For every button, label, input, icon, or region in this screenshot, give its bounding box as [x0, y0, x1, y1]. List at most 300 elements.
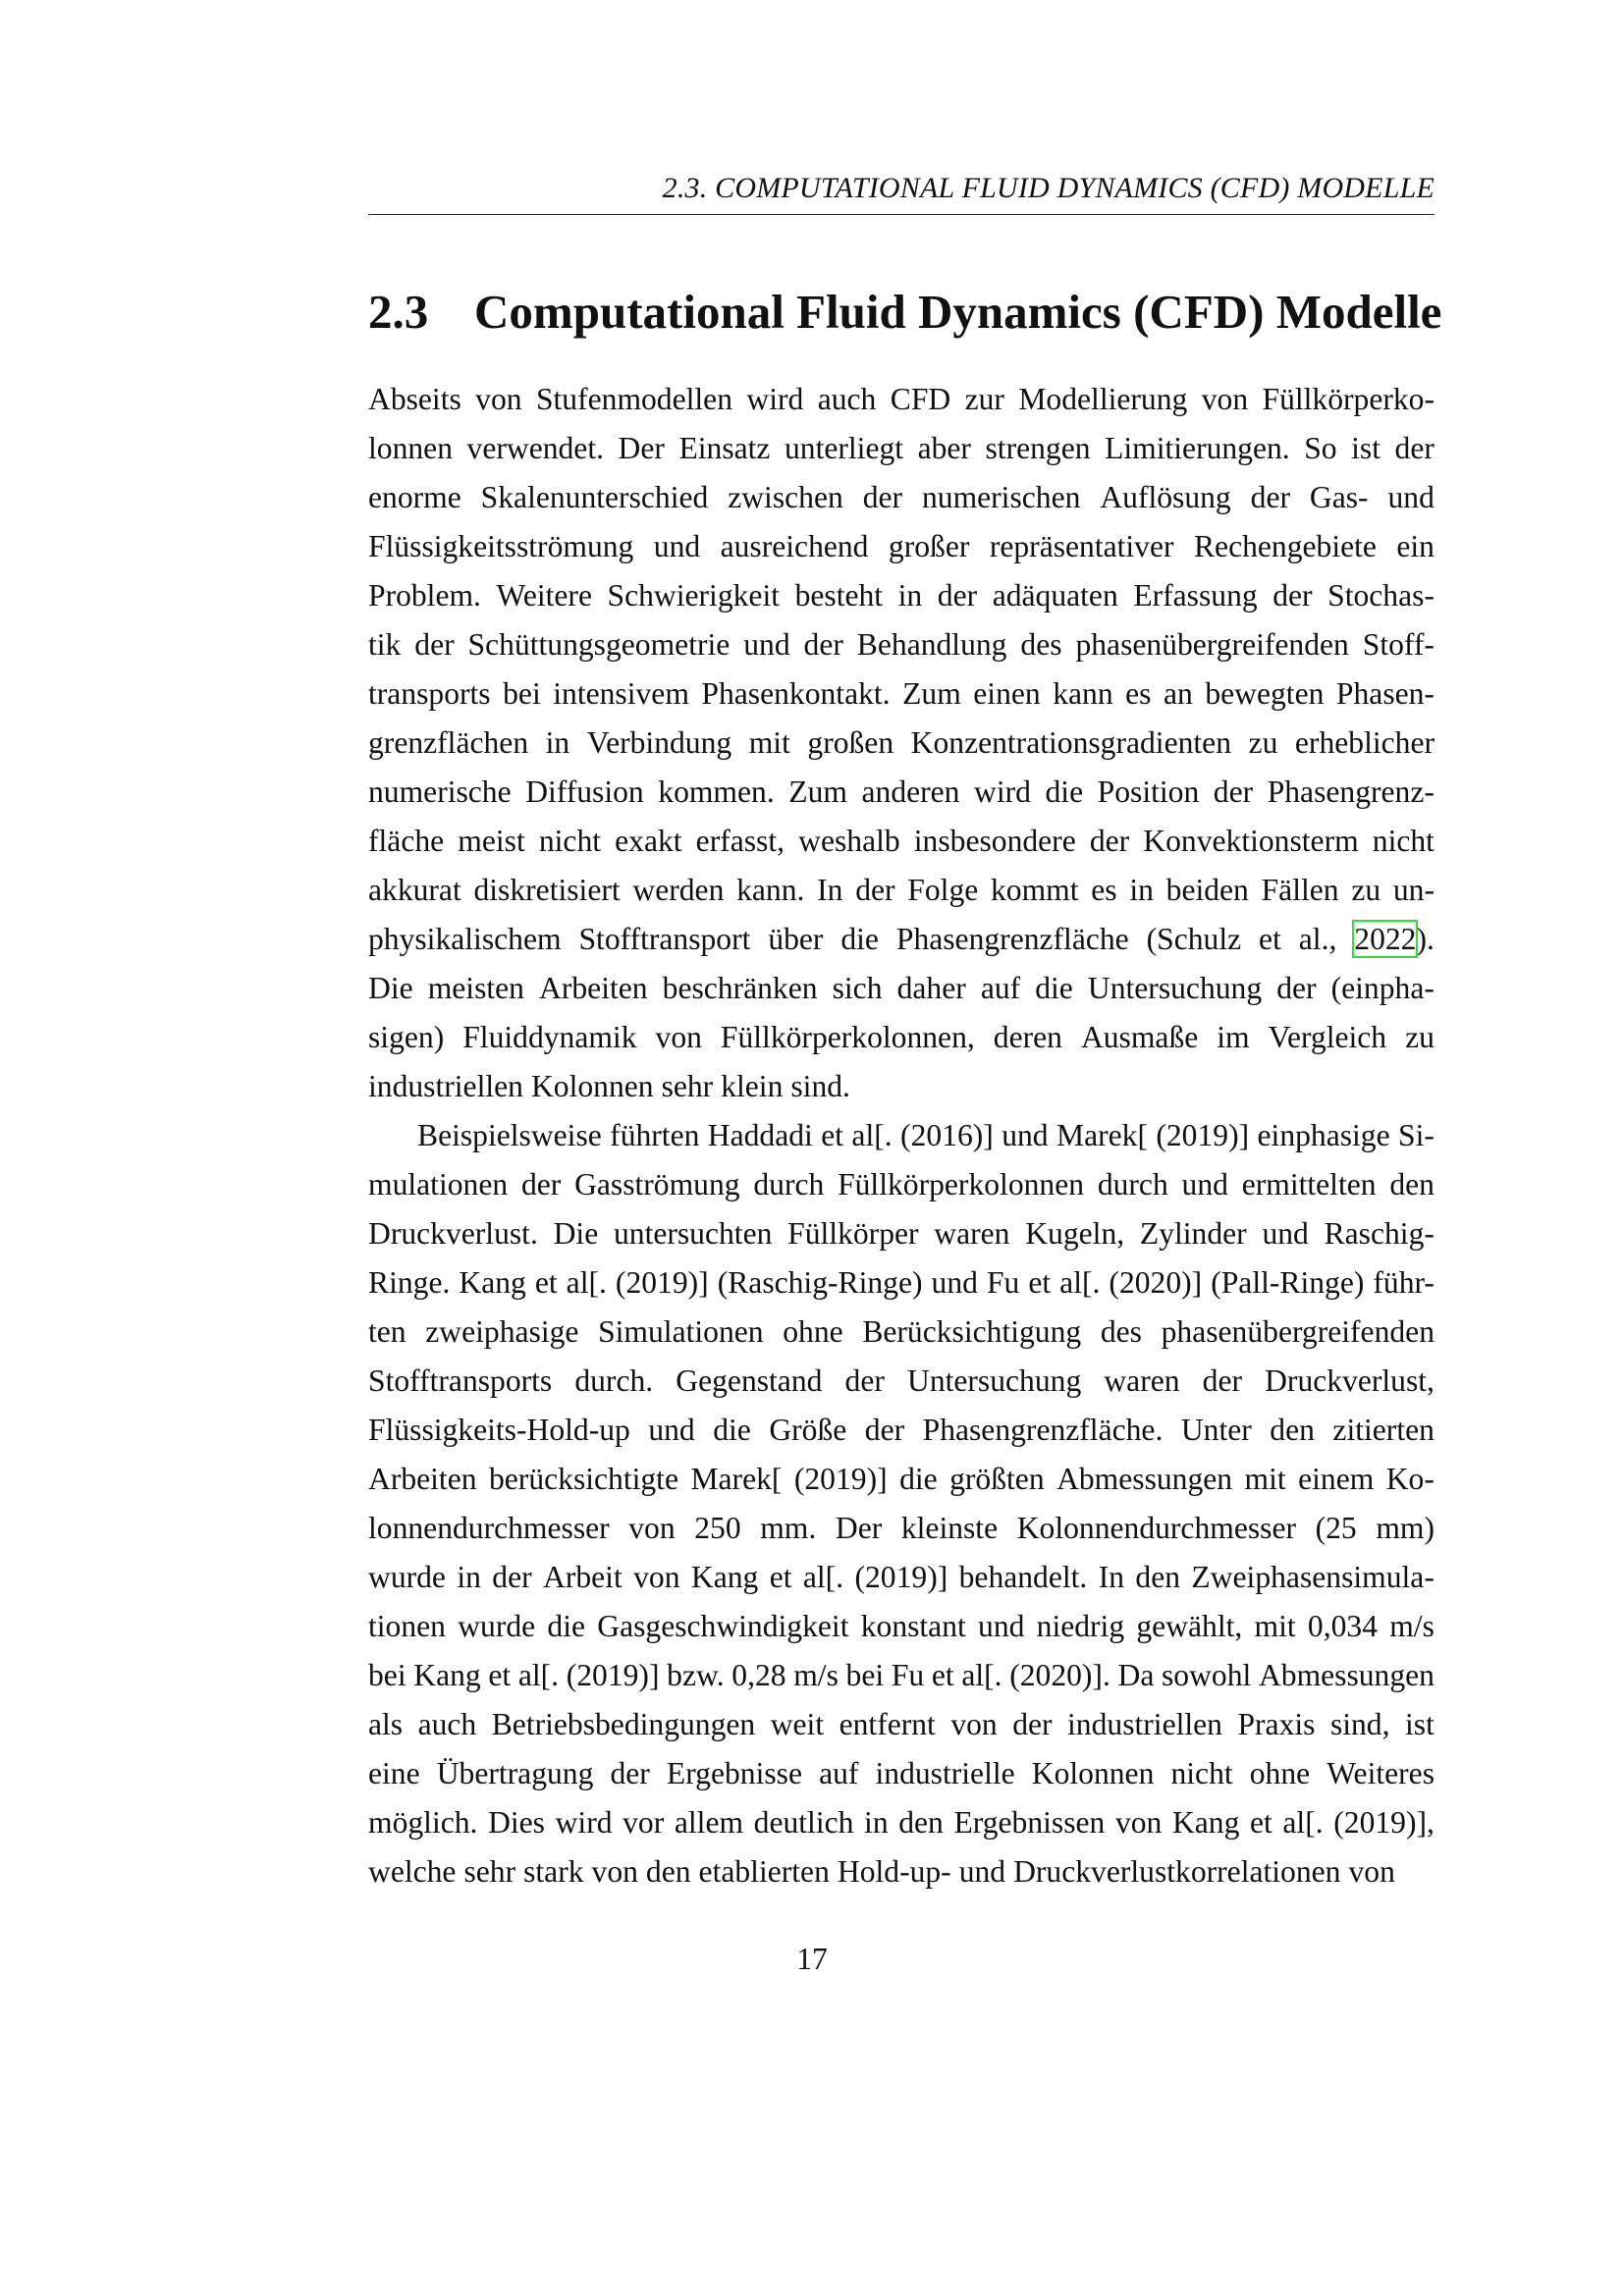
- word: Beispielsweise: [417, 1118, 602, 1152]
- word: 0,034: [1307, 1609, 1378, 1643]
- word: 0,28: [731, 1658, 786, 1692]
- word: bewegten: [1205, 676, 1325, 711]
- word: größten: [949, 1462, 1045, 1496]
- word: Phasengrenzfläche.: [922, 1413, 1164, 1447]
- word: und: [1262, 1216, 1309, 1251]
- word: Kolonnendurchmesser: [1016, 1511, 1296, 1545]
- word: Verbindung: [586, 725, 732, 760]
- word: der: [1089, 824, 1130, 858]
- text-line: [368, 1847, 1435, 1896]
- word: werden: [632, 873, 725, 907]
- word: unterliegt: [784, 431, 904, 465]
- word: Phasengrenzfläche: [895, 922, 1129, 956]
- word: Arbeiten: [539, 971, 648, 1005]
- word: Weitere: [496, 578, 592, 613]
- word: von: [1114, 1805, 1163, 1840]
- word: ist: [1405, 1707, 1435, 1741]
- word: Simulationen: [598, 1314, 764, 1349]
- word: kann.: [736, 873, 805, 907]
- text-line: [368, 1602, 1435, 1651]
- word: die: [840, 922, 879, 956]
- word: Arbeit: [543, 1560, 623, 1594]
- word: phasenübergreifenden: [1075, 627, 1349, 662]
- word: Unter: [1180, 1413, 1252, 1447]
- word: Ko-: [1385, 1462, 1435, 1496]
- word: zitierten: [1332, 1413, 1435, 1447]
- word: bei: [503, 676, 541, 711]
- word: der: [937, 578, 978, 613]
- text-line: [368, 1749, 1435, 1798]
- word: numerische: [368, 774, 512, 809]
- word: kommt: [991, 873, 1079, 907]
- word: Der: [618, 431, 665, 465]
- word: al[.: [566, 1265, 607, 1300]
- word: auch: [817, 382, 877, 416]
- word: des: [1020, 627, 1062, 662]
- word: wurde: [458, 1609, 536, 1643]
- word: Kang: [413, 1658, 481, 1692]
- word: allem: [674, 1805, 744, 1840]
- word: Stochas-: [1327, 578, 1435, 613]
- text-line: [368, 424, 1435, 473]
- word: sich: [832, 971, 883, 1005]
- paragraph: [368, 1111, 1435, 1896]
- word: kleinste: [900, 1511, 999, 1545]
- word: Füllkörperkolonnen: [838, 1167, 1085, 1201]
- word: beiden: [1165, 873, 1249, 907]
- word: der: [1276, 971, 1317, 1005]
- word: an: [1164, 676, 1193, 711]
- text-line: [368, 1700, 1435, 1749]
- word: Füllkörper: [787, 1216, 919, 1251]
- word: Untersuchung: [907, 1363, 1082, 1398]
- word: bei: [845, 1658, 885, 1692]
- word: in: [864, 1805, 889, 1840]
- word: ermittelten: [1241, 1167, 1377, 1201]
- word: Kolonnen: [530, 1069, 654, 1103]
- word: in: [1129, 873, 1154, 907]
- word: et: [1259, 922, 1281, 956]
- word: Haddadi: [707, 1118, 813, 1152]
- word: von: [1201, 382, 1249, 416]
- word: strengen: [985, 431, 1091, 465]
- word: in: [457, 1560, 481, 1594]
- word: Gas-: [1309, 480, 1369, 514]
- word: m/s: [1389, 1609, 1435, 1643]
- word: Ergebnisse: [666, 1756, 802, 1790]
- word: von: [633, 1560, 680, 1594]
- word: et: [769, 1560, 792, 1594]
- word: Praxis: [1237, 1707, 1316, 1741]
- word: stark: [523, 1854, 584, 1889]
- word: Diffusion: [525, 774, 644, 809]
- word: und: [743, 627, 790, 662]
- word: Zylinder: [1139, 1216, 1247, 1251]
- text-line: [368, 1651, 1435, 1700]
- word: der: [1012, 1707, 1053, 1741]
- word: sehr: [463, 1854, 516, 1889]
- word: et: [1249, 1805, 1272, 1840]
- word: (einpha-: [1330, 971, 1435, 1005]
- word: nicht: [1170, 1756, 1233, 1790]
- word: Flüssigkeitsströmung: [368, 529, 634, 563]
- text-line: [368, 620, 1435, 669]
- word: Rechengebiete: [1193, 529, 1377, 563]
- word: Zum: [902, 676, 961, 711]
- word: m/s: [793, 1658, 839, 1692]
- word: großen: [807, 725, 894, 760]
- word: berücksichtigte: [488, 1462, 678, 1496]
- word: tik: [368, 627, 402, 662]
- word: den: [1389, 1167, 1435, 1201]
- word: Untersuchung: [1087, 971, 1263, 1005]
- word: deren: [993, 1020, 1062, 1054]
- word: der: [844, 1363, 885, 1398]
- word: der: [1250, 480, 1290, 514]
- word: (2019)]: [1156, 1118, 1250, 1152]
- word: et: [1028, 1265, 1052, 1300]
- word: Auflösung: [1100, 480, 1231, 514]
- word: führten: [610, 1118, 700, 1152]
- text-line: [368, 1209, 1435, 1258]
- text-line: [368, 817, 1435, 866]
- word: und: [958, 1854, 1006, 1889]
- text-line: [368, 866, 1435, 915]
- word: lonnendurchmesser: [368, 1511, 610, 1545]
- word: Abmessungen: [1056, 1462, 1233, 1496]
- word: von: [591, 1854, 638, 1889]
- page-number: 17: [796, 1942, 828, 1976]
- word: Die: [553, 1216, 599, 1251]
- body-text: [368, 375, 1435, 1896]
- word: von: [475, 382, 522, 416]
- word: (Schulz: [1146, 922, 1242, 956]
- word: es: [1091, 873, 1117, 907]
- word: es: [1125, 676, 1152, 711]
- word: den: [898, 1805, 944, 1840]
- word: Ausmaße: [1080, 1020, 1199, 1054]
- text-line: [368, 1455, 1435, 1504]
- word: Phasen-: [1335, 676, 1435, 711]
- word: die: [547, 1609, 586, 1643]
- text-line: [368, 571, 1435, 620]
- word: etablierten: [698, 1854, 830, 1889]
- word: Druckverlustkorrelationen: [1013, 1854, 1341, 1889]
- word: Si-: [1398, 1118, 1435, 1152]
- word: auch: [417, 1707, 477, 1741]
- word: vor: [623, 1805, 665, 1840]
- word: Arbeiten: [368, 1462, 477, 1496]
- citation-link[interactable]: 2022: [1354, 922, 1417, 956]
- word: bzw.: [667, 1658, 725, 1692]
- word: zu: [1248, 725, 1278, 760]
- word: mit: [1254, 1609, 1296, 1643]
- word: Zweiphasensimula-: [1191, 1560, 1435, 1594]
- word: waren: [1104, 1363, 1180, 1398]
- word: wird: [746, 382, 804, 416]
- text-line: [368, 1553, 1435, 1602]
- word: wird: [974, 774, 1031, 809]
- text-line: [368, 473, 1435, 522]
- word: sowohl: [1162, 1658, 1252, 1692]
- word: einen: [973, 676, 1041, 711]
- word: Stofftransports: [368, 1363, 553, 1398]
- word: Kolonnen: [1031, 1756, 1155, 1790]
- text-line: [368, 1160, 1435, 1209]
- word: mit: [748, 725, 790, 760]
- word: al[.: [851, 1118, 893, 1152]
- word: Behandlung: [856, 627, 1007, 662]
- word: Der: [835, 1511, 883, 1545]
- word: industrielle: [875, 1756, 1015, 1790]
- word: und: [1387, 480, 1435, 514]
- word: der: [864, 1413, 905, 1447]
- word: gewählt,: [1136, 1609, 1243, 1643]
- text-line: [368, 375, 1435, 424]
- word: Abseits: [368, 382, 461, 416]
- word: grenzflächen: [368, 725, 529, 760]
- text-line: [368, 1013, 1435, 1062]
- word: et: [821, 1118, 844, 1152]
- word: Fällen: [1261, 873, 1339, 907]
- text-line: [368, 1357, 1435, 1406]
- word: al[.: [961, 1658, 1002, 1692]
- word: mit: [1244, 1462, 1286, 1496]
- word: (2019)],: [1333, 1805, 1435, 1840]
- word: Schwierigkeit: [607, 578, 781, 613]
- word: zur: [964, 382, 1004, 416]
- word: insbesondere: [913, 824, 1076, 858]
- word: der: [414, 627, 455, 662]
- word: als: [368, 1707, 404, 1741]
- word: großer: [888, 529, 970, 563]
- word: der: [862, 480, 903, 514]
- word: ist: [1351, 431, 1380, 465]
- text-line: [368, 1062, 1435, 1111]
- word: von: [628, 1511, 676, 1545]
- word: verwendet.: [466, 431, 605, 465]
- word: wurde: [368, 1560, 446, 1594]
- word: sind.: [790, 1069, 850, 1103]
- word: mm): [1376, 1511, 1435, 1545]
- word: daher: [896, 971, 966, 1005]
- word: al[.: [1282, 1805, 1324, 1840]
- word: Konvektionsterm: [1143, 824, 1359, 858]
- word: Marek[: [690, 1462, 783, 1496]
- text-line: [368, 1308, 1435, 1357]
- word: lonnen: [368, 431, 453, 465]
- word: Flüssigkeits-Hold-up: [368, 1413, 630, 1447]
- word: im: [1217, 1020, 1250, 1054]
- word: (25: [1315, 1511, 1357, 1545]
- word: Folge: [907, 873, 979, 907]
- word: der: [1272, 578, 1313, 613]
- word: Ringe.: [368, 1265, 451, 1300]
- word: (2019)]: [793, 1462, 888, 1496]
- word: der: [520, 1167, 562, 1201]
- word: meist: [458, 824, 525, 858]
- word: Dies: [488, 1805, 545, 1840]
- text-line: [368, 719, 1435, 768]
- word: (2019)]: [615, 1265, 709, 1300]
- word: industriellen: [368, 1069, 523, 1103]
- word: den: [1270, 1413, 1315, 1447]
- word: ausreichend: [720, 529, 869, 563]
- word: In: [817, 873, 843, 907]
- word: In: [1098, 1560, 1125, 1594]
- word: zu: [1405, 1020, 1435, 1054]
- text-line: [368, 964, 1435, 1013]
- word: erheblicher: [1294, 725, 1435, 760]
- word: phasenübergreifenden: [1161, 1314, 1435, 1349]
- word: und: [1001, 1118, 1049, 1152]
- word: und: [653, 529, 701, 563]
- word: Gasgeschwindigkeit: [597, 1609, 849, 1643]
- word: erfasst,: [695, 824, 785, 858]
- word: Raschig-: [1324, 1216, 1435, 1251]
- word: nicht: [1372, 824, 1435, 858]
- word: durch: [1097, 1167, 1168, 1201]
- word: weit: [770, 1707, 825, 1741]
- word: (2019)]: [566, 1658, 660, 1692]
- word: den: [645, 1854, 691, 1889]
- word: Da: [1117, 1658, 1155, 1692]
- word: untersuchten: [613, 1216, 773, 1251]
- word: Stofftransport: [578, 922, 751, 956]
- word: fläche: [368, 824, 445, 858]
- section-heading: [368, 281, 1448, 344]
- word: Problem.: [368, 578, 481, 613]
- word: von: [655, 1020, 702, 1054]
- word: nicht: [538, 824, 602, 858]
- word: mulationen: [368, 1167, 509, 1201]
- word: Gegenstand: [676, 1363, 823, 1398]
- word: von: [950, 1707, 998, 1741]
- paragraph: [368, 375, 1435, 1111]
- word: klein: [721, 1069, 784, 1103]
- word: die: [899, 1462, 938, 1496]
- word: (2016)]: [900, 1118, 994, 1152]
- word: So: [1304, 431, 1337, 465]
- word: einem: [1298, 1462, 1375, 1496]
- word: sigen): [368, 1020, 445, 1054]
- word: Kang: [459, 1265, 526, 1300]
- word: Stufenmodellen: [535, 382, 733, 416]
- word: (2020)].: [1009, 1658, 1110, 1692]
- word: der: [1213, 774, 1254, 809]
- word: Konzentrationsgradienten: [910, 725, 1232, 760]
- word: eine: [368, 1756, 420, 1790]
- word: und: [648, 1413, 695, 1447]
- word: Einsatz: [678, 431, 771, 465]
- word: waren: [934, 1216, 1010, 1251]
- word: der: [492, 1560, 532, 1594]
- text-line: [368, 915, 1435, 964]
- text-line: [368, 1406, 1435, 1455]
- word: entfernt: [839, 1707, 936, 1741]
- word: Kang: [690, 1560, 759, 1594]
- word: Limitierungen.: [1105, 431, 1290, 465]
- word: zu: [1351, 873, 1381, 907]
- word: Die: [368, 971, 413, 1005]
- word: et: [488, 1658, 512, 1692]
- word: besteht: [794, 578, 884, 613]
- word: der: [610, 1756, 650, 1790]
- word: diskretisiert: [473, 873, 621, 907]
- word: konstant: [860, 1609, 966, 1643]
- word: Fluiddynamik: [462, 1020, 637, 1054]
- word: Ergebnissen: [953, 1805, 1106, 1840]
- word: akkurat: [368, 873, 461, 907]
- word: in: [897, 578, 923, 613]
- word: durch: [753, 1167, 825, 1201]
- word: adäquaten: [992, 578, 1118, 613]
- word: anderen: [861, 774, 960, 809]
- word: 2022).: [1354, 922, 1435, 956]
- word: kommen.: [658, 774, 775, 809]
- word: der: [803, 627, 843, 662]
- word: et: [931, 1658, 954, 1692]
- word: Größe: [769, 1413, 847, 1447]
- word: Füllkörperkolonnen,: [720, 1020, 975, 1054]
- word: Berücksichtigung: [862, 1314, 1082, 1349]
- word: repräsentativer: [989, 529, 1174, 563]
- word: bei: [368, 1658, 406, 1692]
- word: über: [768, 922, 824, 956]
- word: al.,: [1298, 922, 1337, 956]
- word: meisten: [427, 971, 524, 1005]
- word: Fu: [891, 1658, 925, 1692]
- word: Gasströmung: [574, 1167, 740, 1201]
- word: ohne: [783, 1314, 843, 1349]
- word: Schüttungsgeometrie: [467, 627, 731, 662]
- word: (2019)]: [854, 1560, 948, 1594]
- word: mm.: [760, 1511, 817, 1545]
- word: der: [1394, 431, 1435, 465]
- word: (Pall-Ringe): [1211, 1265, 1365, 1300]
- word: aber: [917, 431, 971, 465]
- word: beschränken: [662, 971, 818, 1005]
- word: CFD: [890, 382, 951, 416]
- word: einphasige: [1257, 1118, 1390, 1152]
- word: transports: [368, 676, 491, 711]
- word: die: [1035, 971, 1073, 1005]
- word: niedrig: [1036, 1609, 1125, 1643]
- word: Füllkörperko-: [1262, 382, 1435, 416]
- word: zweiphasige: [425, 1314, 579, 1349]
- header-rule: [368, 214, 1435, 215]
- word: des: [1100, 1314, 1142, 1349]
- word: welche: [368, 1854, 457, 1889]
- word: numerischen: [921, 480, 1081, 514]
- word: Position: [1097, 774, 1200, 809]
- word: und: [1181, 1167, 1228, 1201]
- word: sehr: [661, 1069, 714, 1103]
- word: ohne: [1249, 1756, 1311, 1790]
- text-line: [368, 1504, 1435, 1553]
- word: ten: [368, 1314, 406, 1349]
- text-line: [368, 1798, 1435, 1847]
- section-title: Computational Fluid Dynamics (CFD) Modelle: [474, 285, 1442, 339]
- word: industriellen: [1067, 1707, 1222, 1741]
- word: Betriebsbedingungen: [491, 1707, 756, 1741]
- word: Modellierung: [1018, 382, 1188, 416]
- word: tionen: [368, 1609, 446, 1643]
- word: kann: [1053, 676, 1113, 711]
- word: Marek[: [1056, 1118, 1148, 1152]
- word: die: [713, 1413, 751, 1447]
- word: ein: [1396, 529, 1435, 563]
